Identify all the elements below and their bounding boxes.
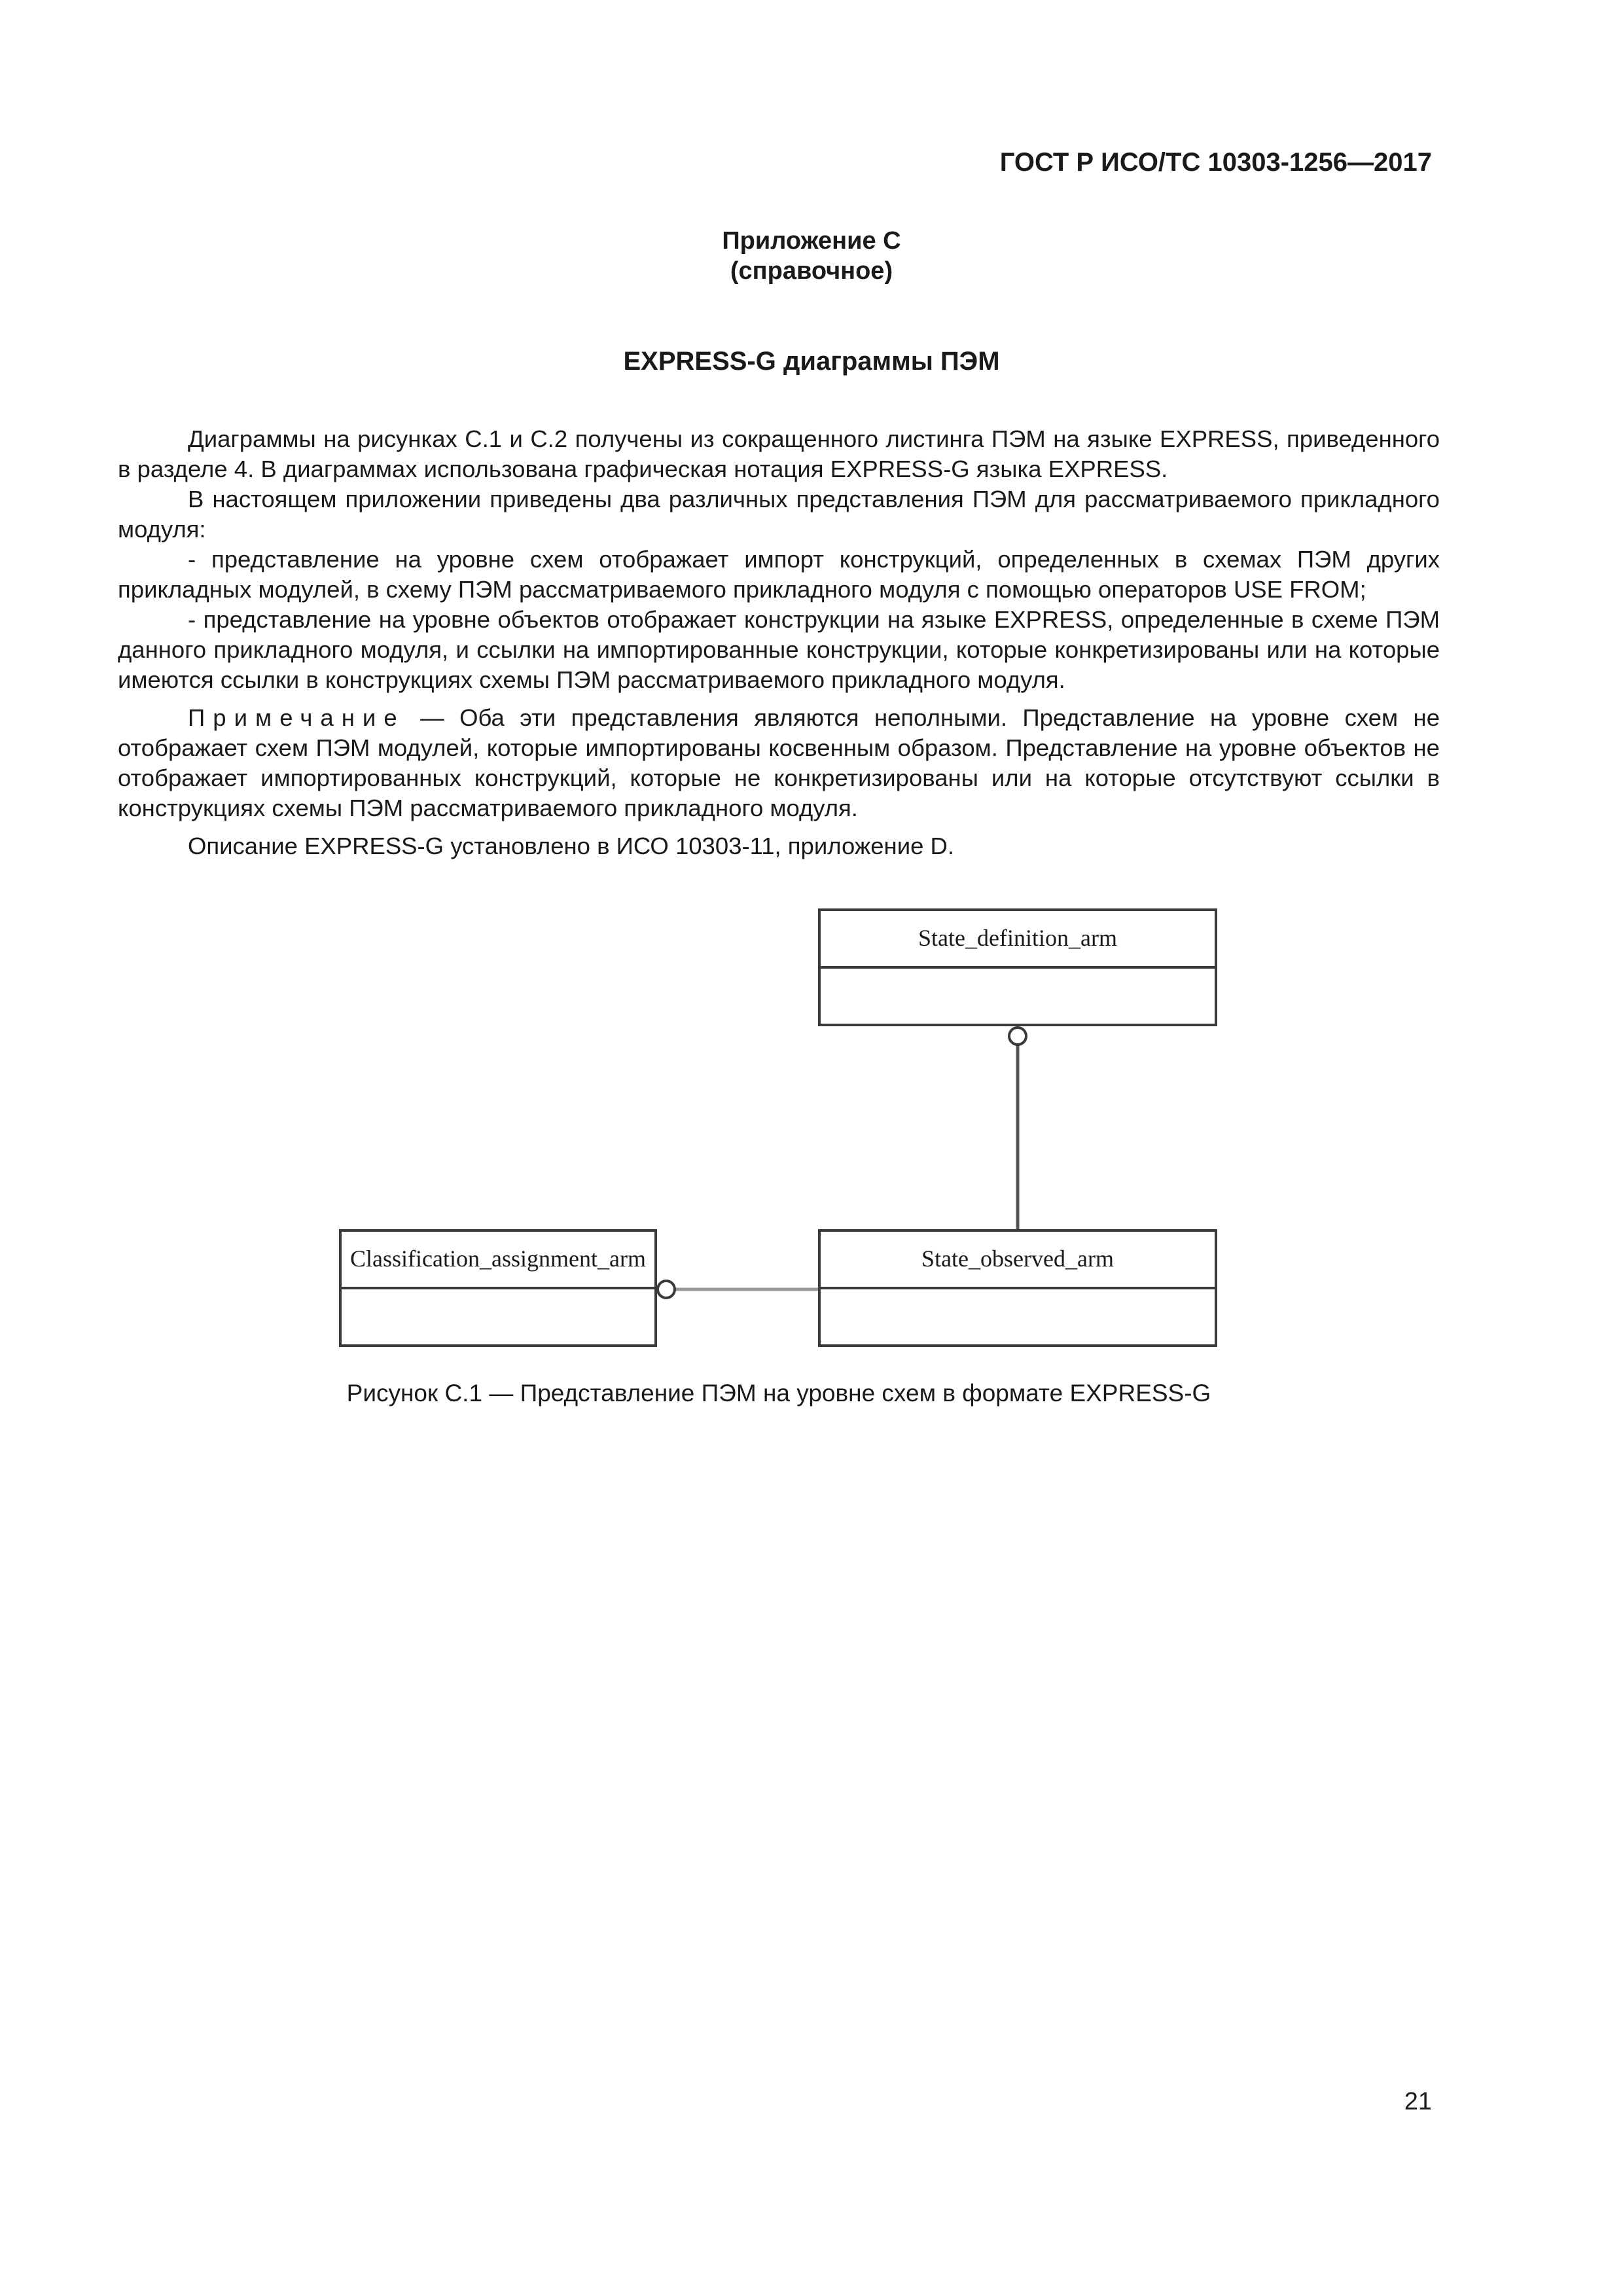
paragraph-entity-level: - представление на уровне объектов отображает конструкции на языке EXPRESS, определенные в схеме ПЭМ данного прикладного модуля, и ссылки на импортированные конструкции, которые конкретизированы или на которые имеются ссылки в конструкциях схемы ПЭМ рассматриваемого прикладного модуля. bbox=[118, 606, 1440, 693]
vertical-relationship-circle bbox=[1009, 1028, 1026, 1045]
horizontal-relationship-circle bbox=[658, 1281, 675, 1298]
section-title: EXPRESS-G диаграммы ПЭМ bbox=[623, 347, 1000, 376]
state-definition-label: State_definition_arm bbox=[918, 925, 1117, 951]
standard-code: ГОСТ Р ИСО/ТС 10303-1256—2017 bbox=[999, 148, 1432, 177]
paragraph-intro: Диаграммы на рисунках С.1 и С.2 получены из сокращенного листинга ПЭМ на языке EXPRESS, приведенного в разделе 4. В диаграммах использована графическая нотация EXPRESS-G языка EXPRESS. bbox=[118, 425, 1440, 482]
paragraph-schema-level: - представление на уровне схем отображает импорт конструкций, определенных в схемах ПЭМ других прикладных модулей, в схему ПЭМ рассматриваемого прикладного модуля с помощью операторов USE FROM; bbox=[118, 546, 1440, 603]
state-observed-box bbox=[819, 1230, 1216, 1346]
paragraph-representations: В настоящем приложении приведены два различных представления ПЭМ для рассматриваемого прикладного модуля: bbox=[118, 486, 1440, 543]
page-number: 21 bbox=[1404, 2088, 1432, 2115]
classification-assignment-box bbox=[340, 1230, 656, 1346]
note-label: Примечание bbox=[188, 704, 405, 731]
note-text: — Оба эти представления являются неполными. Представление на уровне схем не отображает схем ПЭМ модулей, которые импортированы косвенным образом. Представление на уровне объектов не отображает импортированных конструкций, которые не конкретизированы или на которые отсутствуют ссылки в конструкциях схемы ПЭМ рассматриваемого прикладного модуля. bbox=[118, 704, 1440, 821]
state-observed-label: State_observed_arm bbox=[921, 1246, 1114, 1272]
appendix-title: Приложение C bbox=[722, 227, 901, 255]
paragraph-express-g-reference: Описание EXPRESS-G установлено в ИСО 10303-11, приложение D. bbox=[188, 833, 955, 859]
appendix-kind: (справочное) bbox=[730, 257, 893, 285]
figure-caption: Рисунок С.1 — Представление ПЭМ на уровне схем в формате EXPRESS-G bbox=[346, 1380, 1211, 1407]
classification-assignment-label: Classification_assignment_arm bbox=[350, 1246, 646, 1272]
state-definition-box bbox=[819, 910, 1216, 1025]
